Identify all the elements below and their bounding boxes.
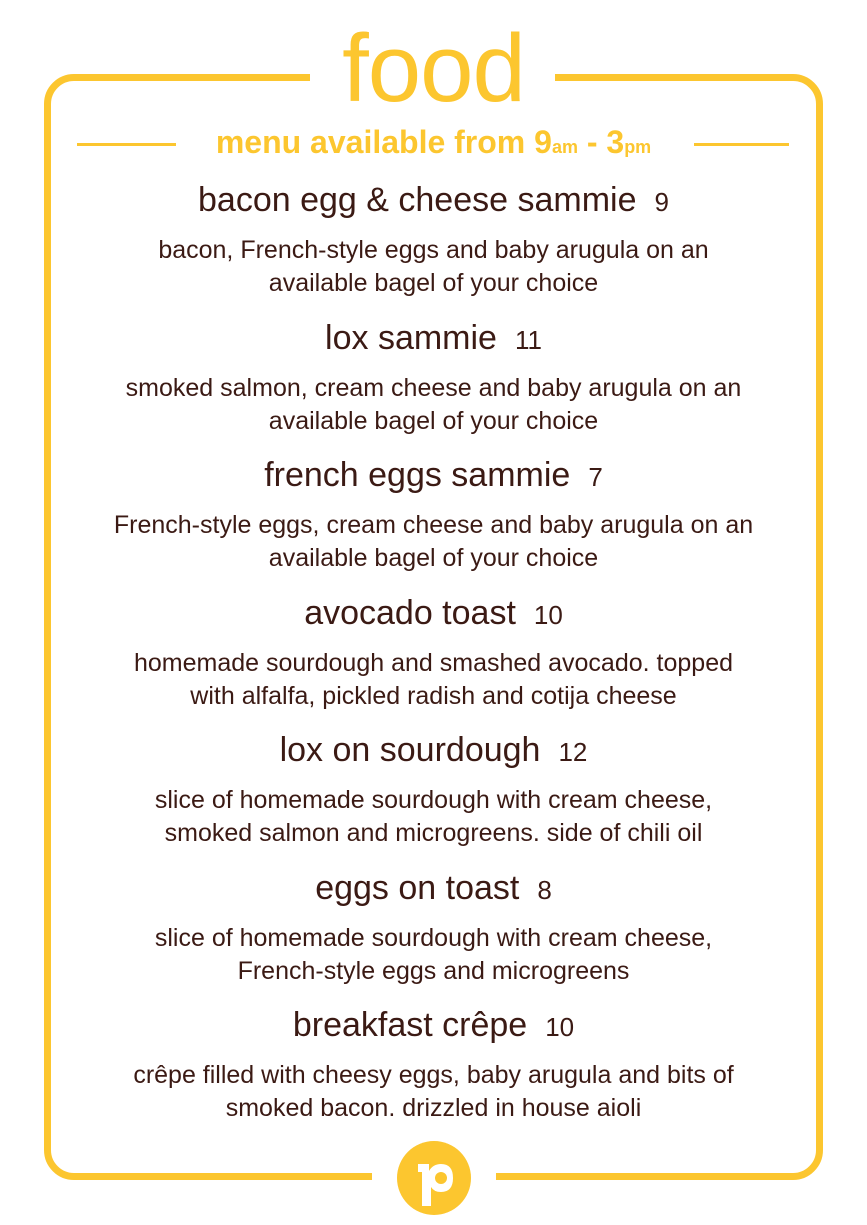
item-description: bacon, French-style eggs and baby arugula on an available bagel of your choice	[158, 236, 709, 297]
item-name: avocado toast	[304, 593, 516, 632]
item-description: French-style eggs, cream cheese and baby arugula on an available bagel of your choice	[113, 511, 754, 572]
item-price: 12	[558, 737, 588, 767]
item-price: 9	[654, 187, 669, 217]
hours-pm: pm	[624, 137, 652, 157]
item-description: smoked salmon, cream cheese and baby arugula on an available bagel of your choice	[125, 373, 742, 435]
menu-item	[60, 316, 807, 454]
menu-item	[60, 453, 807, 591]
item-price: 7	[588, 462, 603, 492]
item-price: 11	[514, 324, 542, 355]
item-price: 8	[537, 874, 552, 905]
hours-start: menu available from 9	[215, 124, 552, 160]
menu-item	[60, 866, 807, 1004]
brand-logo-icon	[396, 1140, 472, 1216]
item-name: eggs on toast	[315, 868, 520, 907]
item-description: slice of homemade sourdough with cream cheese, smoked salmon and microgreens. side of chili oil	[154, 786, 713, 847]
item-name: bacon egg & cheese sammie	[198, 181, 637, 219]
item-name: lox sammie	[325, 318, 497, 357]
menu-item	[60, 178, 807, 316]
item-price: 10	[545, 1012, 575, 1042]
menu-item	[60, 591, 807, 729]
menu-items	[60, 178, 807, 1141]
item-name: breakfast crêpe	[292, 1006, 528, 1044]
item-description: slice of homemade sourdough with cream cheese, French-style eggs and microgreens	[154, 923, 713, 985]
item-name: french eggs sammie	[264, 456, 571, 494]
hours-end: - 3	[577, 124, 625, 160]
menu-hours	[0, 122, 867, 167]
hours-am: am	[551, 137, 578, 157]
item-price: 10	[533, 599, 563, 630]
menu-item	[60, 728, 807, 866]
menu-item	[60, 1003, 807, 1141]
item-description: crêpe filled with cheesy eggs, baby arugula and bits of smoked bacon. drizzled in house aioli	[133, 1061, 734, 1122]
page-title: food	[342, 15, 525, 122]
item-name: lox on sourdough	[279, 731, 541, 769]
subtitle-row	[0, 122, 867, 162]
item-description: homemade sourdough and smashed avocado. topped with alfalfa, pickled radish and cotija cheese	[133, 648, 734, 710]
